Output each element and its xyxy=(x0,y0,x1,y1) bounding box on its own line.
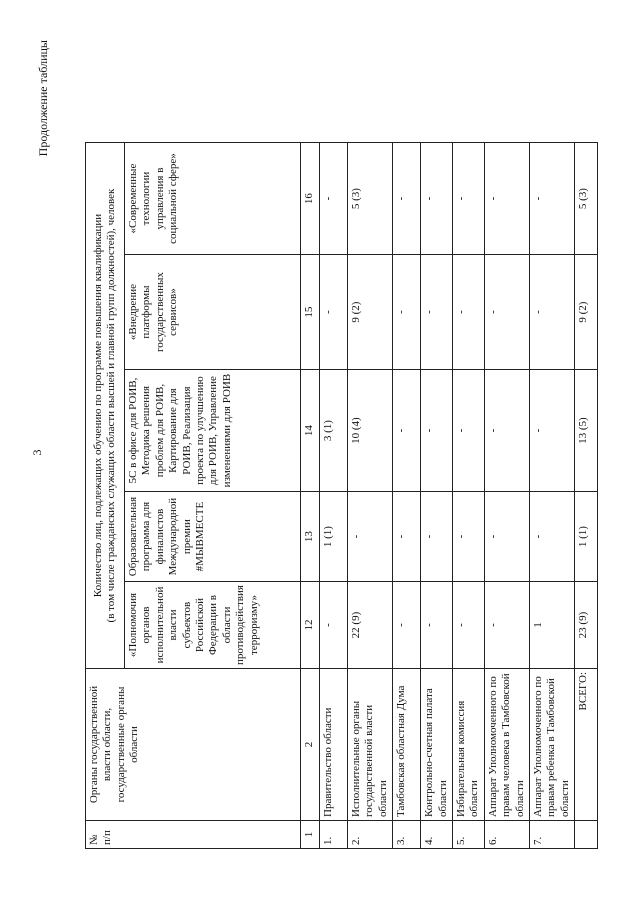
row-num: 1. xyxy=(320,821,348,849)
header-program-3: 5С в офисе для РОИВ, Методика решения проблем для РОИВ, Картирование для РОИВ, Реализация проекта по улучшению для РОИВ, Управление изменениями для РОИВ xyxy=(125,370,301,492)
total-value: 9 (2) xyxy=(575,255,598,370)
row-value: - xyxy=(453,582,485,669)
row-num: 3. xyxy=(393,821,421,849)
row-value: - xyxy=(530,143,575,255)
row-org: Контрольно-счетная палата области xyxy=(421,669,453,821)
row-org: Исполнительные органы государственной власти области xyxy=(348,669,393,821)
row-value: - xyxy=(393,370,421,492)
header-program-4: «Внедрение платформы государственных сервисов» xyxy=(125,255,301,370)
row-value: - xyxy=(393,143,421,255)
row-value: - xyxy=(453,370,485,492)
row-value: - xyxy=(484,492,529,582)
index-cell: 2 xyxy=(301,669,320,821)
table-row xyxy=(453,143,485,849)
page-number: 3 xyxy=(30,449,44,456)
header-program-2: Образовательная программа для финалистов Международной премии #МЫВМЕСТЕ xyxy=(125,492,301,582)
index-cell: 14 xyxy=(301,370,320,492)
continuation-label: Продолжение таблицы xyxy=(36,40,50,157)
row-value: - xyxy=(320,143,348,255)
row-value: - xyxy=(393,255,421,370)
row-org: Избирательная комиссия области xyxy=(453,669,485,821)
row-value: 5 (3) xyxy=(348,143,393,255)
column-index-row xyxy=(301,143,320,849)
total-label: ВСЕГО: xyxy=(575,669,598,821)
row-value: - xyxy=(484,255,529,370)
row-value: - xyxy=(320,582,348,669)
row-value: - xyxy=(484,143,529,255)
row-value: 9 (2) xyxy=(348,255,393,370)
header-row-1 xyxy=(86,143,125,849)
index-cell: 13 xyxy=(301,492,320,582)
table-row xyxy=(421,143,453,849)
table-row xyxy=(530,143,575,849)
row-value: 1 xyxy=(530,582,575,669)
row-value: - xyxy=(530,370,575,492)
header-group-title-text: Количество лиц, подлежащих обучению по программе повышения квалификации (в том числе гражданских служащих области высшей и главной групп должностей), человек xyxy=(91,188,117,623)
row-value: - xyxy=(348,492,393,582)
row-value: - xyxy=(393,492,421,582)
header-org-text: Органы государственной власти области, государственные органы области xyxy=(88,685,141,804)
total-value: 1 (1) xyxy=(575,492,598,582)
row-num: 2. xyxy=(348,821,393,849)
row-value: - xyxy=(530,492,575,582)
index-cell: 15 xyxy=(301,255,320,370)
total-value: 23 (9) xyxy=(575,582,598,669)
row-num: 5. xyxy=(453,821,485,849)
header-program-5: «Современные технологии управления в социальной сфере» xyxy=(125,143,301,255)
row-value: - xyxy=(421,143,453,255)
header-group-title xyxy=(86,143,125,669)
table-row xyxy=(320,143,348,849)
row-org: Правительство области xyxy=(320,669,348,821)
row-value: - xyxy=(421,370,453,492)
total-row xyxy=(575,143,598,849)
row-value: - xyxy=(320,255,348,370)
row-value: 3 (1) xyxy=(320,370,348,492)
row-num: 6. xyxy=(484,821,529,849)
row-value: - xyxy=(530,255,575,370)
row-value: - xyxy=(484,370,529,492)
row-value: - xyxy=(393,582,421,669)
index-cell: 1 xyxy=(301,821,320,849)
index-cell: 16 xyxy=(301,143,320,255)
row-value: - xyxy=(453,492,485,582)
header-program-1: «Полномочия органов исполнительной власти субъектов Российской Федерации в области противодействия терроризму» xyxy=(125,582,301,669)
row-value: 22 (9) xyxy=(348,582,393,669)
table-row xyxy=(348,143,393,849)
header-org xyxy=(86,669,301,821)
total-blank xyxy=(575,821,598,849)
training-table xyxy=(85,142,598,849)
row-value: 10 (4) xyxy=(348,370,393,492)
row-value: - xyxy=(421,255,453,370)
row-value: - xyxy=(484,582,529,669)
table-row xyxy=(484,143,529,849)
index-cell: 12 xyxy=(301,582,320,669)
row-value: - xyxy=(453,143,485,255)
row-org: Тамбовская областная Дума xyxy=(393,669,421,821)
row-org: Аппарат Уполномоченного по правам ребенка в Тамбовской области xyxy=(530,669,575,821)
table-row xyxy=(393,143,421,849)
row-value: - xyxy=(421,582,453,669)
row-value: - xyxy=(453,255,485,370)
header-num-text: № п/п xyxy=(88,830,114,845)
row-num: 7. xyxy=(530,821,575,849)
total-value: 5 (3) xyxy=(575,143,598,255)
row-value: 1 (1) xyxy=(320,492,348,582)
row-value: - xyxy=(421,492,453,582)
row-org: Аппарат Уполномоченного по правам человека в Тамбовской области xyxy=(484,669,529,821)
row-num: 4. xyxy=(421,821,453,849)
header-num xyxy=(86,821,301,849)
total-value: 13 (5) xyxy=(575,370,598,492)
